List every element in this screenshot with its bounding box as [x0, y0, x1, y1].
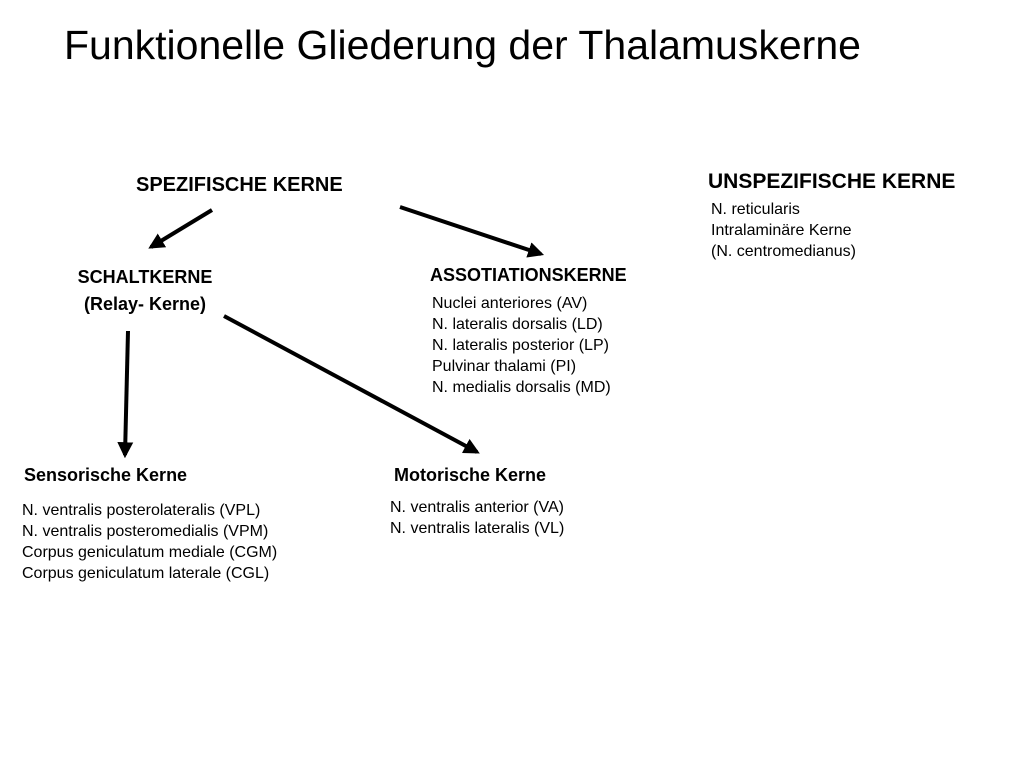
arrow-spezifisch-to-schaltkerne — [151, 210, 212, 247]
spezifische-kerne-heading: SPEZIFISCHE KERNE — [136, 174, 343, 196]
page-title: Funktionelle Gliederung der Thalamuskerne — [64, 22, 861, 68]
sensorische-kerne-heading: Sensorische Kerne — [24, 465, 188, 485]
list-item: N. ventralis posteromedialis (VPM) — [22, 523, 269, 540]
schaltkerne-subheading: (Relay- Kerne) — [83, 294, 207, 314]
list-item: N. ventralis lateralis (VL) — [390, 520, 565, 537]
arrow-spezifisch-to-assoziationskerne — [400, 207, 541, 254]
list-item: Nuclei anteriores (AV) — [432, 295, 588, 312]
list-item: N. reticularis — [711, 201, 800, 218]
schaltkerne-heading: SCHALTKERNE — [77, 267, 213, 287]
schaltkerne-block — [50, 264, 240, 318]
list-item: Corpus geniculatum laterale (CGL) — [22, 565, 270, 582]
list-item: N. lateralis dorsalis (LD) — [432, 316, 603, 333]
list-item: N. ventralis anterior (VA) — [390, 499, 564, 516]
assoziationskerne-list — [432, 293, 611, 398]
motorische-kerne-list — [390, 497, 564, 539]
list-item: Pulvinar thalami (PI) — [432, 358, 577, 375]
list-item: (N. centromedianus) — [711, 243, 856, 260]
list-item: N. medialis dorsalis (MD) — [432, 379, 611, 396]
assoziationskerne-heading: ASSOTIATIONSKERNE — [430, 265, 627, 285]
motorische-kerne-heading: Motorische Kerne — [394, 465, 547, 485]
sensorische-kerne-list — [22, 500, 277, 584]
arrow-schaltkerne-to-sensorische — [125, 331, 128, 455]
list-item: N. ventralis posterolateralis (VPL) — [22, 502, 261, 519]
list-item: N. lateralis posterior (LP) — [432, 337, 609, 354]
list-item: Corpus geniculatum mediale (CGM) — [22, 544, 278, 561]
unspezifische-kerne-list — [711, 199, 856, 262]
unspezifische-kerne-heading: UNSPEZIFISCHE KERNE — [708, 170, 956, 193]
list-item: Intralaminäre Kerne — [711, 222, 852, 239]
